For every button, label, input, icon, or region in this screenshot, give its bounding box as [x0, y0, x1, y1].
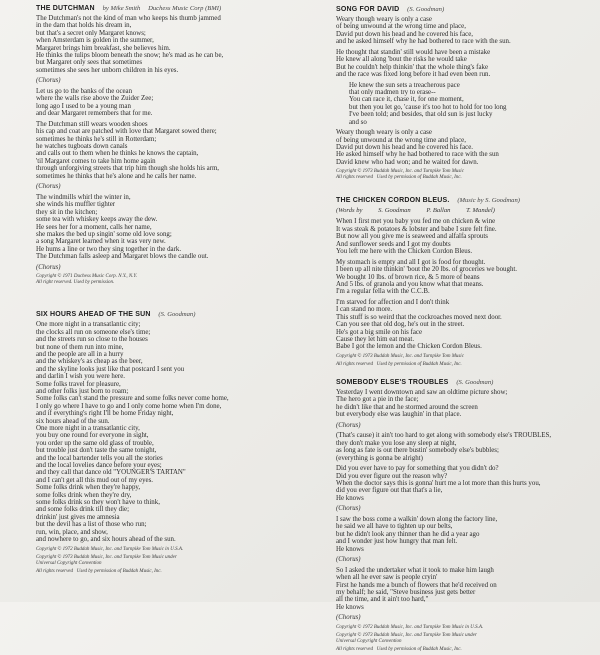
- lyrics-stanza: My stomach is empty and all I got is food for thought. I been up all nite thinkin' 'bout the 20 lbs. of groceries we bought. We bought 10 lbs. of brown rice, & 5 more of beans And 5 lbs. of granola and you know what that means. I'm a regular fella with the C.C.B.: [336, 258, 518, 296]
- chorus-marker: (Chorus): [336, 505, 361, 513]
- writer-name: S. Goodman: [378, 207, 411, 215]
- copyright-notice: Copyright © 1972 Buddah Music, Inc. and Turnpike Tom Music in U.S.A.: [336, 625, 484, 630]
- lyrics-stanza: I'm starved for affection and I don't think I can stand no more. This stuff is so weird that the cockroaches moved next door. Can you see that old dog, he's out in the street. He's got a big smile on his face Cause they let him eat meat. Babe I got the lemon and the Chicken Cordon Bleus.: [336, 298, 502, 351]
- song-credit: (S. Goodman): [456, 378, 494, 386]
- song-six-hours-ahead-of-the-sun: [36, 310, 306, 574]
- lyrics-stanza: Yesterday I went downtown and saw an oldtime picture show; The hero got a pie in the face; he didn't like that and he stormed around the screen but everybody else was laughin' in that place.: [336, 388, 508, 419]
- song-credit: (S. Goodman): [158, 311, 196, 319]
- song-publisher: Duchess Music Corp (BMI): [148, 5, 222, 12]
- lyrics-stanza: One more night in a transatlantic city; the clocks all run on someone else's time; and the streets run so close to the houses but none of them run into mine, and the people are all in a hurry and the whiskey's as cheap as the beer, and the skyline looks just like that postcard I sent you and darlin I wish you were here. Some folks travel for pleasure, and other folks just born to roam; Some folks can't stand the pressure and some folks never come home, I only go where I have to go and I only come home when I'm done, and if everything's right I'll be home Friday night, six hours ahead of the sun. One more night in a transatlantic city, you buy one round for everyone in sight, you order up the same old glass of trouble, but trouble just don't taste the same tonight, and the local bartender tells you all the stories and the local lovelies dance before your eyes; and they call that dance old "YOUNGER'S TARTAN" and I can't get all this mud out of my eyes. Some folks drink when they're happy, some folks drink when they're dry, some folks drink so they won't have to think, and some folks drink till they die; drinkin' just gives me amnesia but the devil has a list of those who run; run, win, place, and show, and nowhere to go, and six hours ahead of the sun.: [36, 321, 229, 544]
- copyright-notice: Copyright © 1973 Buddah Music, Inc. and Turnpike Tom Music under Universal Copyright Convention: [336, 633, 477, 644]
- song-header: [36, 4, 306, 13]
- song-title: THE CHICKEN CORDON BLEUS.: [336, 197, 450, 205]
- lyrics-stanza: He thought that standin' still would have been a mistake He knew all along 'bout the risks he would take But he couldn't help thinkin' that the whole thing's fake and the race was fixed long before it had even been run.: [336, 48, 491, 79]
- copyright-notice: Copyright © 1973 Buddah Music, Inc. and Turnpike Tom Music under Universal Copyright Convention: [36, 554, 177, 566]
- song-header: [336, 378, 596, 387]
- song-title: SONG FOR DAVID: [336, 6, 400, 13]
- chorus-marker: (Chorus): [336, 421, 361, 429]
- copyright-notice: Copyright © 1973 Buddah Music, Inc. and Turnpike Tom Music All rights reserved Used by permission of Buddah Music, Inc.: [336, 169, 464, 181]
- song-chicken-cordon-bleus: [336, 196, 596, 367]
- song-credit: (S. Goodman): [407, 6, 445, 13]
- writer-name: P. Ballan: [426, 207, 451, 215]
- copyright-notice: Copyright © 1973 Buddah Music, Inc. and Turnpike Tom Music: [336, 353, 464, 359]
- lyrics-stanza: (That's cause) it ain't too hard to get along with somebody else's TROUBLES, they don't make you lose any sleep at night, as long as fate is out there bustin' somebody else's bubbles; (everything is gonna be alright): [336, 432, 552, 462]
- chorus-marker: (Chorus): [36, 183, 61, 191]
- lyrics-stanza: Weary though weary is only a case of being unwound at the wrong time and place, David put down his head and he covered his face, and he asked himself why he had bothered to race with the sun.: [336, 16, 511, 46]
- writer-name: T. Mandel): [466, 207, 495, 215]
- lyrics-stanza: The Dutchman still wears wooden shoes his cap and coat are patched with love that Margaret sowed there; sometimes he thinks he's still in Rotterdam; he watches tugboats down canals and calls out to them when he thinks he knows the captain, 'til Margaret comes to take him home again through unforgiving streets that trip him though she holds his arm, sometimes he thinks that he's alone and he calls her name.: [36, 120, 220, 180]
- lyrics-stanza: I saw the boss come a walkin' down along the factory line, he said we all have to tighten up our belts, but he didn't look any thinner than he did a year ago and I wonder just how hungry that man felt. He knows: [336, 515, 498, 553]
- right-column: [336, 5, 596, 655]
- copyright-notice: Copyright © 1971 Duchess Music Corp. N.Y., N.Y. All right reserved. Used by permission.: [36, 274, 138, 286]
- left-column: [36, 4, 306, 577]
- lyrics-stanza: He knew the sun sets a treacherous pace that only madmen try to erase-- You can race it, chase it, for one moment, but then you let go, 'cause it's too hot to hold for too long I've been told; and besides, that old sun is just lucky and so: [349, 81, 507, 126]
- song-credit: (Music by S. Goodman): [457, 197, 520, 205]
- song-title: SOMEBODY ELSE'S TROUBLES: [336, 378, 449, 386]
- copyright-notice: All rights reserved Used by permission of Buddah Music, Inc.: [336, 361, 462, 367]
- chorus-marker: (Chorus): [336, 614, 361, 622]
- song-title: THE DUTCHMAN: [36, 5, 95, 12]
- lyrics-stanza: The windmills whirl the winter in, she winds his muffler tighter they sit in the kitchen; some tea with whiskey keeps away the dew. He sees her for a moment, calls her name, she makes the bed up singin' some old love song; a song Margaret learned when it was very new. He hums a line or two they sing together in the dark. The Dutchman falls asleep and Margaret blows the candle out.: [36, 193, 209, 261]
- copyright-notice: Copyright © 1972 Buddah Music, Inc. and Turnpike Tom Music in U.S.A.: [36, 546, 184, 552]
- lyrics-stanza: So I asked the undertaker what it took to make him laugh when all he ever saw is people cryin' First he hands me a bunch of flowers that he'd received on my behalf; he said, "Steve business just gets better all the time, and it ain't too hard," He knows: [336, 566, 497, 611]
- lyrics-stanza: Weary though weary is only a case of being unwound at the wrong time and place, David put down his head and he covered his face. He asked himself why he had bothered to race with the sun David knew who had won; and he waited for dawn.: [336, 129, 499, 166]
- song-header: [336, 196, 596, 205]
- lyrics-stanza: Let us go to the banks of the ocean where the walls rise above the Zuider Zee; long ago I used to be a young man and dear Margaret remembers that for me.: [36, 88, 154, 118]
- chorus-marker: (Chorus): [336, 556, 361, 564]
- song-song-for-david: [336, 5, 596, 181]
- writers-credit: [336, 207, 596, 215]
- chorus-marker: (Chorus): [36, 263, 61, 271]
- lyrics-stanza: When I first met you baby you fed me on chicken & wine It was steak & potatoes & lobster and babe I sure felt fine. But now all you give me is seaweed and alfalfa sprouts And sunflower seeds and I got my doubts You left me here with the Chicken Cordon Bleus.: [336, 218, 497, 256]
- copyright-notice: All rights reserved Used by permission of Buddah Music, Inc.: [36, 568, 162, 574]
- song-the-dutchman: [36, 4, 306, 286]
- song-header: [336, 5, 596, 14]
- song-credit: by Mike Smith: [102, 5, 141, 12]
- words-label: (Words by: [336, 207, 363, 215]
- song-title: SIX HOURS AHEAD OF THE SUN: [36, 311, 151, 319]
- lyrics-stanza: Did you ever have to pay for something that you didn't do? Did you ever figure out the reason why? When the doctor says this is gonna' hurt me a lot more than this hurts you, did you ever figure out that that's a lie, He knows: [336, 465, 541, 502]
- song-header: [36, 310, 306, 319]
- lyrics-stanza: The Dutchman's not the kind of man who keeps his thumb jammed in the dam that holds his dream in, but that's a secret only Margaret knows; when Amsterdam is golden in the summer, Margaret brings him breakfast, she believes him. He thinks the tulips bloom beneath the snow; he's mad as he can be, but Margaret only sees that sometimes sometimes she sees her unborn children in his eyes.: [36, 15, 224, 74]
- copyright-notice: All rights reserved Used by permission of Buddah Music, Inc.: [336, 647, 462, 652]
- chorus-marker: (Chorus): [36, 77, 61, 85]
- spacer: [336, 370, 596, 378]
- spacer: [36, 288, 306, 310]
- spacer: [336, 183, 596, 196]
- song-somebody-elses-troubles: [336, 378, 596, 653]
